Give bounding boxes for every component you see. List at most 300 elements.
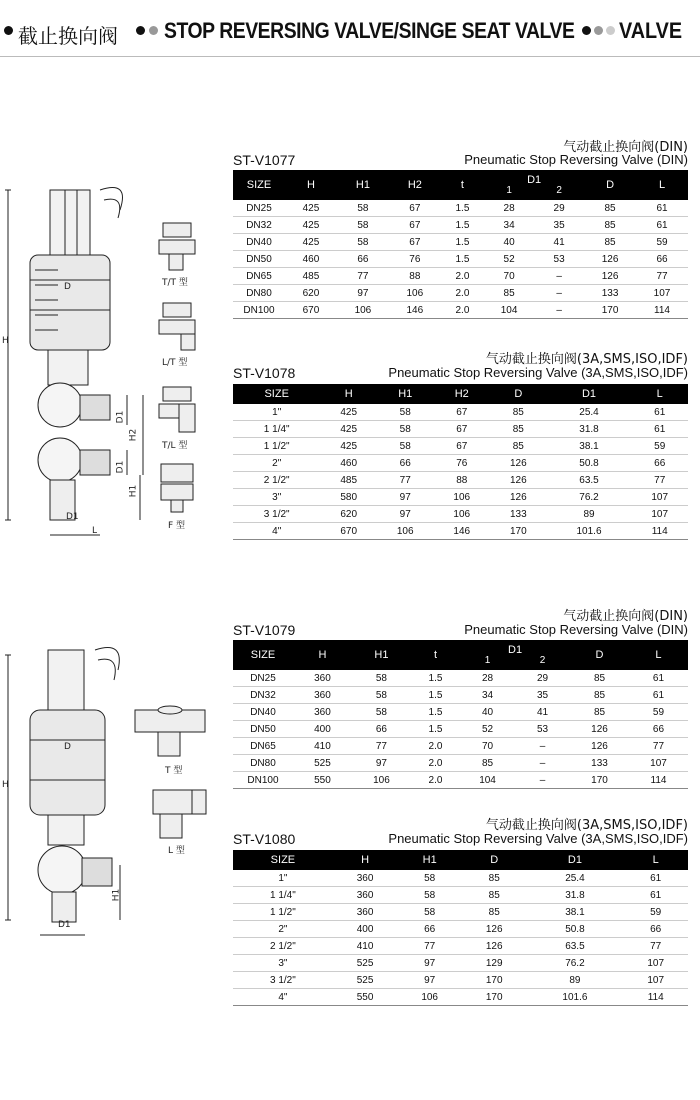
table3-d1-sub: 1 xyxy=(484,655,491,666)
table-cell: 97 xyxy=(397,955,462,972)
table-cell: DN25 xyxy=(233,670,293,687)
table2-header: D1 xyxy=(547,384,632,404)
table1-caption-en: Pneumatic Stop Reversing Valve (DIN) xyxy=(464,152,688,167)
table-cell: 1 1/2" xyxy=(233,904,333,921)
table-cell: 670 xyxy=(285,302,337,319)
table-cell: 85 xyxy=(462,870,527,887)
table4-spec xyxy=(233,850,688,1006)
table-cell: 106 xyxy=(434,489,491,506)
dim-label-d1: D1 xyxy=(115,460,126,474)
table1-header: D xyxy=(584,170,636,200)
table-cell: 670 xyxy=(320,523,377,540)
table-cell: 76 xyxy=(434,455,491,472)
table-cell: 126 xyxy=(462,938,527,955)
table-row xyxy=(233,989,688,1006)
table-cell: 4" xyxy=(233,523,320,540)
table-cell: 52 xyxy=(460,721,515,738)
table-cell: 58 xyxy=(337,217,389,234)
table3-spec xyxy=(233,640,688,789)
table-cell: 485 xyxy=(320,472,377,489)
table-row xyxy=(233,870,688,887)
table2-header: SIZE xyxy=(233,384,320,404)
table-cell: 85 xyxy=(490,404,547,421)
dim-label-l: L xyxy=(92,526,98,536)
table-cell: 63.5 xyxy=(527,938,624,955)
table-row xyxy=(233,438,688,455)
table-cell: 61 xyxy=(636,217,688,234)
table-cell: 76 xyxy=(389,251,441,268)
table-cell: 97 xyxy=(397,972,462,989)
table-cell: 460 xyxy=(285,251,337,268)
table-cell: 31.8 xyxy=(547,421,632,438)
table-cell: DN50 xyxy=(233,721,293,738)
table-cell: DN65 xyxy=(233,738,293,755)
table-cell: 106 xyxy=(389,285,441,302)
table-cell: 2 1/2" xyxy=(233,938,333,955)
table-cell: 85 xyxy=(484,285,534,302)
dim-label-d1: D1 xyxy=(115,410,126,424)
table1-header: SIZE xyxy=(233,170,285,200)
table-cell: 29 xyxy=(534,200,584,217)
table-cell: 1.5 xyxy=(411,670,460,687)
table-cell: 77 xyxy=(377,472,434,489)
table-cell: 41 xyxy=(534,234,584,251)
table-cell: 61 xyxy=(623,887,688,904)
table-cell: 29 xyxy=(515,670,570,687)
table-cell: 61 xyxy=(623,870,688,887)
table-cell: 63.5 xyxy=(547,472,632,489)
table3-caption-cn: 气动截止换向阀(DIN) xyxy=(563,609,688,624)
table-cell: 67 xyxy=(434,438,491,455)
table-cell: 35 xyxy=(534,217,584,234)
table-cell: 89 xyxy=(527,972,624,989)
table-cell: 2.0 xyxy=(411,772,460,789)
table-cell: 1" xyxy=(233,404,320,421)
shape-lt-drawing xyxy=(155,298,200,353)
table-cell: 170 xyxy=(490,523,547,540)
table-cell: 410 xyxy=(293,738,352,755)
table1-header: H xyxy=(285,170,337,200)
title-cn: 截止换向阀 xyxy=(18,24,118,48)
table-row xyxy=(233,421,688,438)
table-row xyxy=(233,755,688,772)
header-rule xyxy=(0,56,700,57)
table-cell: 101.6 xyxy=(547,523,632,540)
table-cell: 360 xyxy=(293,670,352,687)
table4-body xyxy=(233,870,688,1006)
table-cell: 170 xyxy=(584,302,636,319)
table-cell: 525 xyxy=(333,972,398,989)
table-cell: 25.4 xyxy=(547,404,632,421)
table-row xyxy=(233,455,688,472)
table-cell: 34 xyxy=(460,687,515,704)
table-cell: 133 xyxy=(584,285,636,302)
table1-spec xyxy=(233,170,688,319)
table-cell: 525 xyxy=(293,755,352,772)
table-cell: DN40 xyxy=(233,704,293,721)
table-cell: 34 xyxy=(484,217,534,234)
table-cell: 88 xyxy=(389,268,441,285)
table-cell: 3" xyxy=(233,489,320,506)
table-cell: 1 1/4" xyxy=(233,421,320,438)
shape-f-drawing xyxy=(155,460,200,515)
table1-body xyxy=(233,200,688,319)
table-cell: 67 xyxy=(434,421,491,438)
table-cell: 85 xyxy=(490,438,547,455)
bullet-dot xyxy=(594,26,603,35)
table-cell: DN65 xyxy=(233,268,285,285)
table-row xyxy=(233,972,688,989)
table1-header-d1-label: D1 xyxy=(527,174,542,186)
table-cell: DN100 xyxy=(233,302,285,319)
table-cell: 58 xyxy=(397,904,462,921)
table-cell: 58 xyxy=(397,870,462,887)
table-row xyxy=(233,772,688,789)
table-cell: 126 xyxy=(490,489,547,506)
table-cell: 2 1/2" xyxy=(233,472,320,489)
table-row xyxy=(233,302,688,319)
table-cell: 425 xyxy=(320,404,377,421)
table3-model: ST-V1079 xyxy=(233,622,296,638)
dim-label-h: H xyxy=(2,336,9,346)
table-cell: 76.2 xyxy=(547,489,632,506)
table-cell: DN80 xyxy=(233,755,293,772)
table-cell: 104 xyxy=(484,302,534,319)
table-cell: 66 xyxy=(629,721,688,738)
shape-tt-drawing xyxy=(155,218,200,273)
table-cell: 1.5 xyxy=(441,200,484,217)
table-cell: 485 xyxy=(285,268,337,285)
table-cell: 425 xyxy=(320,438,377,455)
shape-label-t: T 型 xyxy=(165,766,183,776)
table-cell: 61 xyxy=(631,404,688,421)
table-cell: 58 xyxy=(377,438,434,455)
table-row xyxy=(233,472,688,489)
table-cell: 360 xyxy=(333,887,398,904)
table-cell: DN80 xyxy=(233,285,285,302)
table-cell: 66 xyxy=(636,251,688,268)
table-cell: 77 xyxy=(636,268,688,285)
table-cell: 58 xyxy=(352,704,411,721)
table-cell: 126 xyxy=(490,455,547,472)
table3-header-d1 xyxy=(460,640,570,670)
table-cell: 1 1/4" xyxy=(233,887,333,904)
bullet-dot xyxy=(149,26,158,35)
table-cell: 35 xyxy=(515,687,570,704)
table-cell: 59 xyxy=(631,438,688,455)
table-cell: – xyxy=(534,302,584,319)
table-cell: 2.0 xyxy=(411,755,460,772)
table-cell: 59 xyxy=(636,234,688,251)
table1-model: ST-V1077 xyxy=(233,152,296,168)
table-cell: 133 xyxy=(490,506,547,523)
dim-label-h: H xyxy=(2,780,9,790)
table-cell: 58 xyxy=(352,670,411,687)
table-cell: 126 xyxy=(570,738,629,755)
bullet-dot xyxy=(136,26,145,35)
table-cell: 107 xyxy=(631,506,688,523)
table-cell: 25.4 xyxy=(527,870,624,887)
table-cell: 77 xyxy=(352,738,411,755)
table2-body xyxy=(233,404,688,540)
table-cell: 129 xyxy=(462,955,527,972)
table3-header: H1 xyxy=(352,640,411,670)
table-cell: 67 xyxy=(389,217,441,234)
table-cell: 1.5 xyxy=(411,721,460,738)
table-cell: 61 xyxy=(629,687,688,704)
dim-label-h2: H2 xyxy=(128,428,139,442)
table-cell: 66 xyxy=(337,251,389,268)
table-cell: 77 xyxy=(397,938,462,955)
table-cell: 59 xyxy=(623,904,688,921)
table1-d1-sub: 2 xyxy=(556,185,562,196)
table-cell: 41 xyxy=(515,704,570,721)
table1-header: H1 xyxy=(337,170,389,200)
table-cell: 2" xyxy=(233,455,320,472)
table-cell: 1.5 xyxy=(411,687,460,704)
table-cell: 66 xyxy=(397,921,462,938)
title-en: STOP REVERSING VALVE/SINGE SEAT VALVE xyxy=(164,18,575,43)
table-cell: 425 xyxy=(285,200,337,217)
table-row xyxy=(233,251,688,268)
table-cell: 146 xyxy=(389,302,441,319)
table2-header: H1 xyxy=(377,384,434,404)
shape-label-l: L 型 xyxy=(168,846,185,856)
table-cell: 425 xyxy=(285,217,337,234)
table2-model: ST-V1078 xyxy=(233,365,296,381)
table-cell: 40 xyxy=(484,234,534,251)
table-cell: – xyxy=(515,772,570,789)
table-cell: 70 xyxy=(484,268,534,285)
table-cell: 360 xyxy=(333,870,398,887)
table-cell: 4" xyxy=(233,989,333,1006)
table-cell: 3 1/2" xyxy=(233,506,320,523)
dim-label-h1: H1 xyxy=(128,484,139,498)
table-cell: 58 xyxy=(377,421,434,438)
table-cell: 61 xyxy=(629,670,688,687)
dim-label-d1: D1 xyxy=(58,920,71,930)
table-cell: 2.0 xyxy=(411,738,460,755)
table-cell: 89 xyxy=(547,506,632,523)
valve-drawing-2 xyxy=(0,640,150,940)
table-row xyxy=(233,489,688,506)
table4-header: D1 xyxy=(527,850,624,870)
table-cell: 133 xyxy=(570,755,629,772)
table-cell: 146 xyxy=(434,523,491,540)
table-cell: 85 xyxy=(570,687,629,704)
shape-label-lt: L/T 型 xyxy=(162,358,188,368)
table-cell: 1 1/2" xyxy=(233,438,320,455)
dim-label-d: D xyxy=(64,742,71,752)
table-cell: 97 xyxy=(337,285,389,302)
bullet-dot xyxy=(606,26,615,35)
table4-header: D xyxy=(462,850,527,870)
table-cell: DN50 xyxy=(233,251,285,268)
table-cell: 170 xyxy=(462,972,527,989)
table-row xyxy=(233,887,688,904)
table1-caption-cn: 气动截止换向阀(DIN) xyxy=(563,140,688,155)
bullet-dot xyxy=(582,26,591,35)
table-row xyxy=(233,921,688,938)
table-cell: 2.0 xyxy=(441,268,484,285)
table-cell: 114 xyxy=(636,302,688,319)
table-cell: 58 xyxy=(352,687,411,704)
table1-header: t xyxy=(441,170,484,200)
table-cell: 77 xyxy=(337,268,389,285)
table-cell: DN25 xyxy=(233,200,285,217)
table-cell: – xyxy=(534,285,584,302)
table-cell: 40 xyxy=(460,704,515,721)
table-cell: 38.1 xyxy=(547,438,632,455)
table2-header: H2 xyxy=(434,384,491,404)
table-cell: DN32 xyxy=(233,687,293,704)
table3-header: D xyxy=(570,640,629,670)
dim-label-h1: H1 xyxy=(111,888,122,902)
table-cell: 2" xyxy=(233,921,333,938)
table-cell: 76.2 xyxy=(527,955,624,972)
table4-model: ST-V1080 xyxy=(233,831,296,847)
table-cell: 67 xyxy=(389,234,441,251)
table4-header: L xyxy=(623,850,688,870)
table-cell: 107 xyxy=(636,285,688,302)
table-cell: 106 xyxy=(397,989,462,1006)
table3-caption-en: Pneumatic Stop Reversing Valve (DIN) xyxy=(464,622,688,637)
table2-spec xyxy=(233,384,688,540)
table4-caption-cn: 气动截止换向阀(3A,SMS,ISO,IDF) xyxy=(485,818,688,833)
table-cell: 107 xyxy=(631,489,688,506)
table-cell: 58 xyxy=(377,404,434,421)
shape-t-drawing xyxy=(130,700,210,760)
table-cell: 77 xyxy=(631,472,688,489)
table-cell: 360 xyxy=(293,704,352,721)
table-cell: 550 xyxy=(333,989,398,1006)
table-cell: 97 xyxy=(352,755,411,772)
table-cell: 28 xyxy=(484,200,534,217)
table-cell: 114 xyxy=(629,772,688,789)
table-row xyxy=(233,738,688,755)
table-cell: 104 xyxy=(460,772,515,789)
table3-header: H xyxy=(293,640,352,670)
table-cell: 58 xyxy=(337,234,389,251)
table-cell: 31.8 xyxy=(527,887,624,904)
table-row xyxy=(233,404,688,421)
table-cell: 400 xyxy=(333,921,398,938)
table-cell: 53 xyxy=(515,721,570,738)
table2-header: H xyxy=(320,384,377,404)
table-cell: 67 xyxy=(434,404,491,421)
table3-header: SIZE xyxy=(233,640,293,670)
table-cell: 101.6 xyxy=(527,989,624,1006)
table-cell: 88 xyxy=(434,472,491,489)
table-cell: 114 xyxy=(631,523,688,540)
table1-header: L xyxy=(636,170,688,200)
table-cell: 106 xyxy=(337,302,389,319)
table-cell: 85 xyxy=(584,200,636,217)
table-cell: 1.5 xyxy=(441,251,484,268)
table-row xyxy=(233,285,688,302)
table-cell: – xyxy=(534,268,584,285)
page-header xyxy=(0,0,700,60)
table-cell: 85 xyxy=(462,904,527,921)
table-cell: 61 xyxy=(631,421,688,438)
table-cell: 85 xyxy=(584,234,636,251)
table3-header: L xyxy=(629,640,688,670)
table-cell: 50.8 xyxy=(527,921,624,938)
table-cell: 107 xyxy=(623,972,688,989)
table4-header: H xyxy=(333,850,398,870)
table2-caption-cn: 气动截止换向阀(3A,SMS,ISO,IDF) xyxy=(485,352,688,367)
table-cell: 107 xyxy=(629,755,688,772)
table-row xyxy=(233,217,688,234)
table-cell: 3 1/2" xyxy=(233,972,333,989)
table-cell: 66 xyxy=(623,921,688,938)
table-cell: 126 xyxy=(570,721,629,738)
table-cell: 126 xyxy=(490,472,547,489)
table-cell: 1.5 xyxy=(441,234,484,251)
table-cell: 525 xyxy=(333,955,398,972)
table-cell: 410 xyxy=(333,938,398,955)
table-cell: 58 xyxy=(337,200,389,217)
table-cell: 1" xyxy=(233,870,333,887)
table-cell: 107 xyxy=(623,955,688,972)
table-cell: 66 xyxy=(377,455,434,472)
table-cell: – xyxy=(515,738,570,755)
table-cell: 106 xyxy=(434,506,491,523)
table-cell: 460 xyxy=(320,455,377,472)
dim-label-d1: D1 xyxy=(66,512,79,522)
table-cell: 170 xyxy=(570,772,629,789)
table-cell: 550 xyxy=(293,772,352,789)
shape-l-drawing xyxy=(148,782,208,842)
table2-header: D xyxy=(490,384,547,404)
table-row xyxy=(233,200,688,217)
shape-label-tt: T/T 型 xyxy=(162,278,188,288)
table-cell: 2.0 xyxy=(441,302,484,319)
table-cell: 3" xyxy=(233,955,333,972)
table-cell: 61 xyxy=(636,200,688,217)
table-row xyxy=(233,268,688,285)
table-cell: 114 xyxy=(623,989,688,1006)
table-cell: 66 xyxy=(631,455,688,472)
table3-body xyxy=(233,670,688,789)
table-cell: 97 xyxy=(377,506,434,523)
table-cell: 425 xyxy=(320,421,377,438)
table-cell: 85 xyxy=(584,217,636,234)
table4-header: SIZE xyxy=(233,850,333,870)
table-cell: 70 xyxy=(460,738,515,755)
table-row xyxy=(233,234,688,251)
table4-header: H1 xyxy=(397,850,462,870)
table2-header: L xyxy=(631,384,688,404)
table-cell: 77 xyxy=(623,938,688,955)
table-cell: 170 xyxy=(462,989,527,1006)
table-cell: 85 xyxy=(462,887,527,904)
table1-d1-sub: 1 xyxy=(506,185,512,196)
shape-tl-drawing xyxy=(155,382,200,437)
table-cell: DN100 xyxy=(233,772,293,789)
table-row xyxy=(233,904,688,921)
table3-header: t xyxy=(411,640,460,670)
table-cell: 620 xyxy=(320,506,377,523)
category-label: VALVE xyxy=(619,18,683,43)
table-cell: 28 xyxy=(460,670,515,687)
table-cell: 85 xyxy=(490,421,547,438)
table-cell: 620 xyxy=(285,285,337,302)
table3-header-d1-label: D1 xyxy=(508,644,523,656)
bullet-dot xyxy=(4,26,13,35)
dim-label-d: D xyxy=(64,282,71,292)
table-row xyxy=(233,938,688,955)
